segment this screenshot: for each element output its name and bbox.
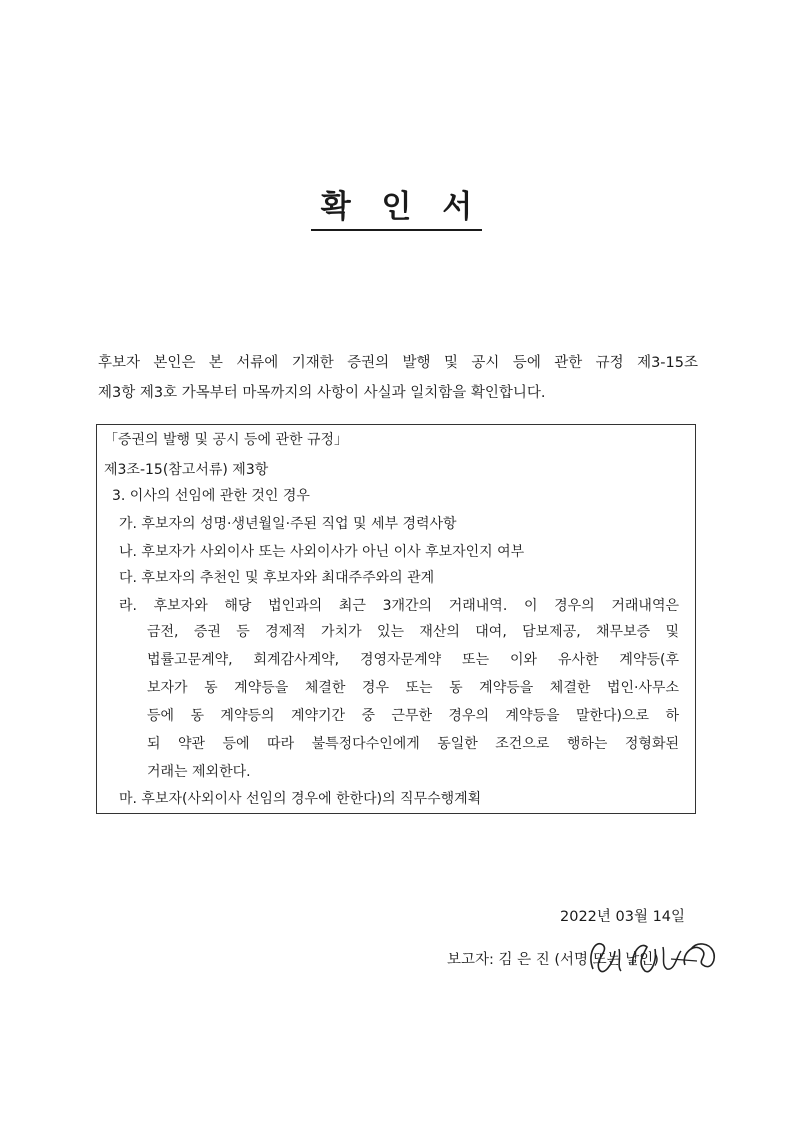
regulation-article: 제3조-15(참고서류) 제3항 [104, 462, 269, 478]
sub-item-da: 다. 후보자의 추천인 및 후보자와 최대주주와의 관계 [119, 570, 435, 586]
sub-item-ra-line-4: 보자가 동 계약등을 체결한 경우 또는 동 계약등을 체결한 법인·사무소 [147, 680, 679, 696]
intro-paragraph [98, 348, 698, 408]
reporter-line: 보고자: 김 은 진 (서명 또는 날인) [447, 952, 659, 968]
sub-item-ra-line-3: 법률고문계약, 회계감사계약, 경영자문계약 또는 이와 유사한 계약등(후 [147, 652, 679, 668]
intro-line-1: 후보자 본인은 본 서류에 기재한 증권의 발행 및 공시 등에 관한 규정 제3-15조 [98, 355, 698, 371]
regulation-title: 「증권의 발행 및 공시 등에 관한 규정」 [104, 432, 349, 448]
document-title [0, 188, 793, 231]
sub-item-na: 나. 후보자가 사외이사 또는 사외이사가 아닌 이사 후보자인지 여부 [119, 544, 525, 560]
sub-item-ra-line-5: 등에 동 계약등의 계약기간 중 근무한 경우의 계약등을 말한다)으로 하 [147, 708, 679, 724]
sub-item-ma: 마. 후보자(사외이사 선임의 경우에 한한다)의 직무수행계획 [119, 791, 482, 807]
document-title-text: 확 인 서 [311, 188, 482, 231]
sub-item-ra-line-6: 되 약관 등에 따라 불특정다수인에게 동일한 조건으로 행하는 정형화된 [147, 736, 679, 752]
intro-line-2: 제3항 제3호 가목부터 마목까지의 사항이 사실과 일치함을 확인합니다. [98, 385, 546, 401]
document-date: 2022년 03월 14일 [560, 909, 686, 925]
sub-item-ra-line-7: 거래는 제외한다. [147, 764, 251, 780]
handwritten-signature [585, 925, 725, 985]
sub-item-ga: 가. 후보자의 성명·생년월일·주된 직업 및 세부 경력사항 [119, 516, 457, 532]
item-3: 3. 이사의 선임에 관한 것인 경우 [112, 488, 310, 504]
regulation-box [96, 424, 696, 814]
sub-item-ra: 라. 후보자와 해당 법인과의 최근 3개간의 거래내역. 이 경우의 거래내역은 [119, 598, 679, 614]
sub-item-ra-line-2: 금전, 증권 등 경제적 가치가 있는 재산의 대여, 담보제공, 채무보증 및 [147, 624, 679, 640]
